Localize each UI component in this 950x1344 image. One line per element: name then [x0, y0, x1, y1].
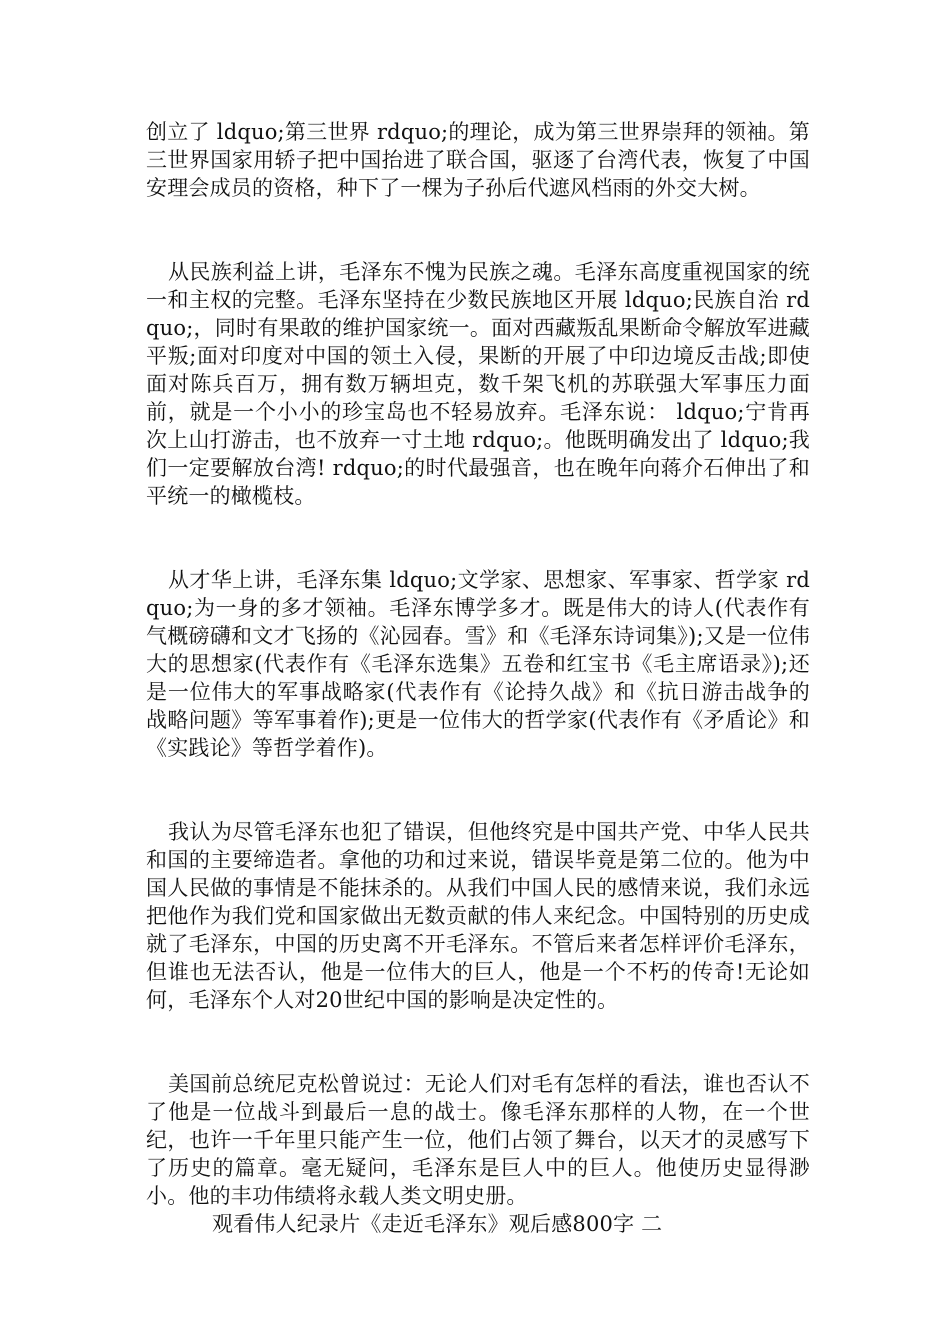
paragraph-talent: 从才华上讲，毛泽东集 ldquo;文学家、思想家、军事家、哲学家 rdquo;为一身的多才领袖。毛泽东博学多才。既是伟大的诗人(代表作有气概磅礴和文才飞扬的《沁园春。雪》和《毛泽东诗词集》);又是一位伟大的思想家(代表作有《毛泽东选集》五卷和红宝书《毛主席语录》);还是一位伟大的军事战略家(代表作有《论持久战》和《抗日游击战争的战略问题》等军事着作);更是一位伟大的哲学家(代表作有《矛盾论》和《实践论》等哲学着作)。	[146, 568, 810, 760]
paragraph-evaluation: 我认为尽管毛泽东也犯了错误，但他终究是中国共产党、中华人民共和国的主要缔造者。拿他的功和过来说，错误毕竟是第二位的。他为中国人民做的事情是不能抹杀的。从我们中国人民的感情来说，我们永远把他作为我们党和国家做出无数贡献的伟人来纪念。中国特别的历史成就了毛泽东，中国的历史离不开毛泽东。不管后来者怎样评价毛泽东，但谁也无法否认，他是一位伟大的巨人，他是一个不朽的传奇!无论如何，毛泽东个人对20世纪中国的影响是决定性的。	[146, 820, 810, 1012]
paragraph-nixon-quote: 美国前总统尼克松曾说过：无论人们对毛有怎样的看法，谁也否认不了他是一位战斗到最后一息的战士。像毛泽东那样的人物，在一个世纪，也许一千年里只能产生一位，他们占领了舞台，以天才的灵感写下了历史的篇章。毫无疑问，毛泽东是巨人中的巨人。他使历史显得渺小。他的丰功伟绩将永载人类文明史册。	[146, 1072, 810, 1208]
paragraph-national-interest: 从民族利益上讲，毛泽东不愧为民族之魂。毛泽东高度重视国家的统一和主权的完整。毛泽东坚持在少数民族地区开展 ldquo;民族自治 rdquo;，同时有果敢的维护国家统一。面对西藏叛乱果断命令解放军进藏平叛;面对印度对中国的领土入侵，果断的开展了中印边境反击战;即使面对陈兵百万，拥有数万辆坦克，数千架飞机的苏联强大军事压力面前，就是一个小小的珍宝岛也不轻易放弃。毛泽东说： ldquo;宁肯再次上山打游击，也不放弃一寸土地 rdquo;。他既明确发出了 ldquo;我们一定要解放台湾! rdquo;的时代最强音，也在晚年向蒋介石伸出了和平统一的橄榄枝。	[146, 260, 810, 508]
document-page	[146, 118, 810, 1238]
paragraph-third-world: 创立了 ldquo;第三世界 rdquo;的理论，成为第三世界崇拜的领袖。第三世界国家用轿子把中国抬进了联合国，驱逐了台湾代表，恢复了中国安理会成员的资格，种下了一棵为子孙后代遮风档雨的外交大树。	[146, 120, 810, 200]
next-section-title: 观看伟人纪录片《走近毛泽东》观后感800字 二	[212, 1212, 663, 1236]
